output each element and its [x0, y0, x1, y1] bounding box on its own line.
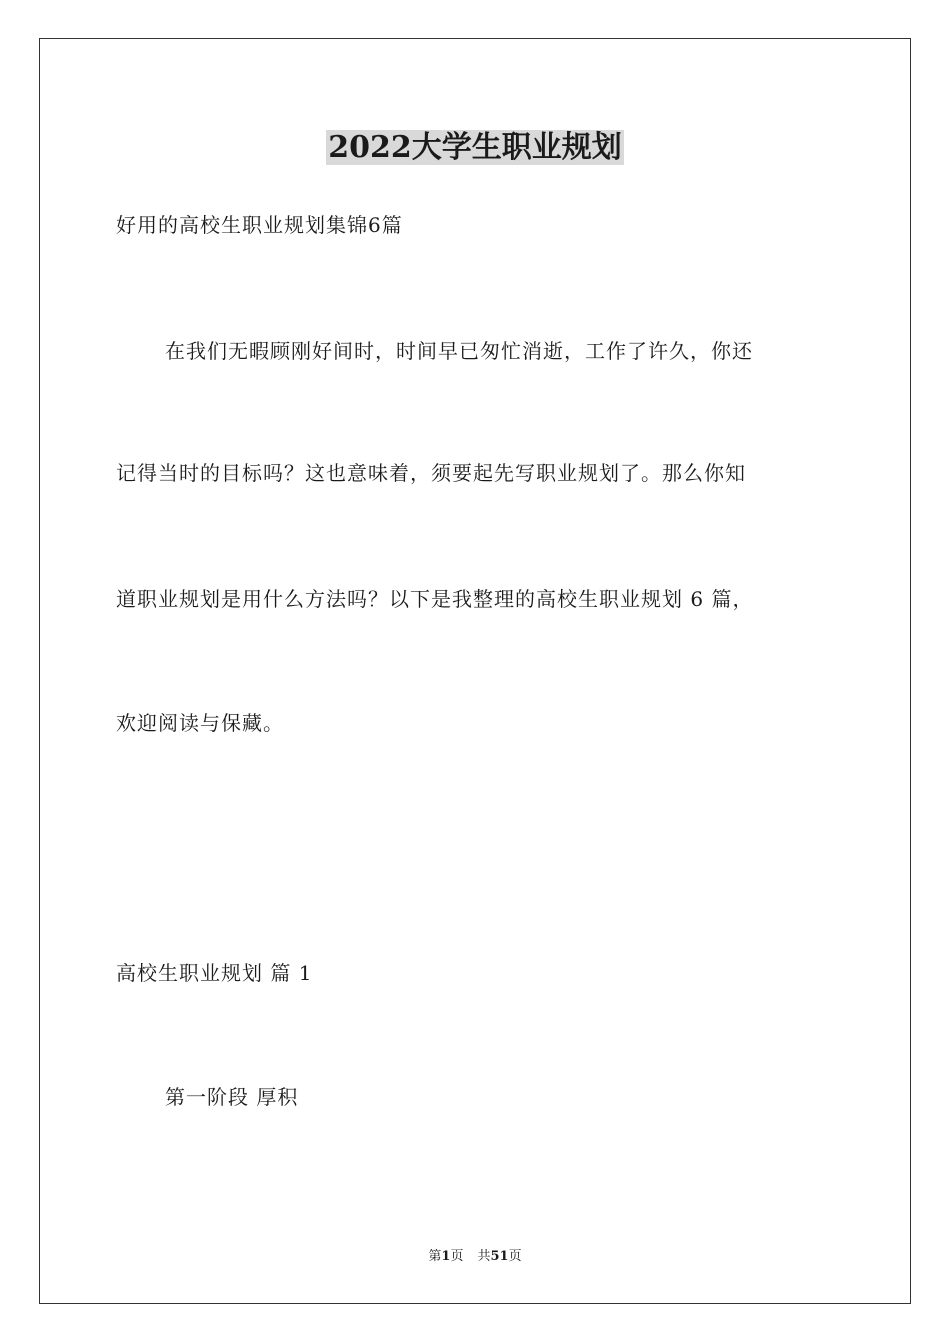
section-heading: 高校生职业规划 篇 1 [116, 961, 313, 985]
document-title-text: 2022大学生职业规划 [328, 130, 622, 165]
page-footer [0, 1248, 950, 1266]
document-title [0, 128, 950, 168]
intro-line-2: 记得当时的目标吗？这也意味着，须要起先写职业规划了。那么你知 [116, 461, 746, 485]
total-suffix: 页 [508, 1249, 522, 1264]
stage-heading: 第一阶段 厚积 [165, 1085, 299, 1109]
intro-line-1: 在我们无暇顾刚好间时，时间早已匆忙消逝，工作了许久，你还 [165, 339, 753, 363]
current-page-number: 1 [441, 1249, 451, 1264]
intro-line-4: 欢迎阅读与保藏。 [116, 711, 284, 735]
intro-line-3: 道职业规划是用什么方法吗？以下是我整理的高校生职业规划 6 篇， [116, 587, 754, 611]
total-prefix: 共 [477, 1249, 491, 1264]
document-subtitle: 好用的高校生职业规划集锦6篇 [116, 213, 403, 237]
page-suffix: 页 [450, 1249, 464, 1264]
page-prefix: 第 [428, 1249, 442, 1264]
total-page-count: 51 [490, 1249, 509, 1264]
